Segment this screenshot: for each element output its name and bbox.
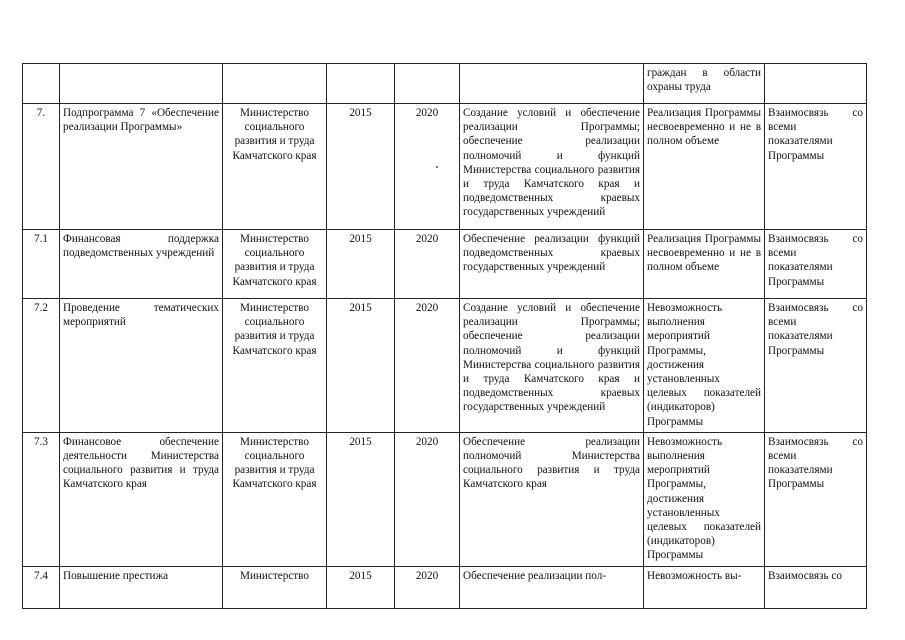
cell-end: 2020 xyxy=(395,432,460,566)
cell-result: Создание условий и обеспечение реализации Программы; обеспечение реализации полномочий и функций Министерства социального развития и труда Камчатского края и подведомственных краевых государственных учреждений xyxy=(460,104,644,230)
cell-risk: Реализация Программы несвоевременно и не в полном объеме xyxy=(644,230,765,299)
cell-result xyxy=(460,64,644,104)
cell-executor: Министерство социального развития и труда Камчатского края xyxy=(223,230,327,299)
cell-result: Обеспечение реализации пол- xyxy=(460,566,644,608)
cell-link: Взаимосвязь со всеми показателями Программы xyxy=(765,230,867,299)
cell-result: Создание условий и обеспечение реализации Программы; обеспечение реализации полномочий и функций Министерства социального развития и труда Камчатского края и подведомственных краевых государственных учреждений xyxy=(460,299,644,433)
cell-end: 2020 xyxy=(395,230,460,299)
cell-no xyxy=(23,64,60,104)
cell-start: 2015 xyxy=(327,432,395,566)
cell-name: Повышение престижа xyxy=(60,566,223,608)
cell-end xyxy=(395,64,460,104)
cell-result: Обеспечение реализации полномочий Министерства социального развития и труда Камчатского края xyxy=(460,432,644,566)
cell-end: 2020 xyxy=(395,566,460,608)
cell-name xyxy=(60,64,223,104)
cell-risk: Реализация Программы несвоевременно и не в полном объеме xyxy=(644,104,765,230)
cell-no: 7.4 xyxy=(23,566,60,608)
cell-link: Взаимосвязь со xyxy=(765,566,867,608)
cell-risk: Невозможность выполнения мероприятий Программы, достижения установленных целевых показателей (индикаторов) Программы xyxy=(644,299,765,433)
cell-link: Взаимосвязь со всеми показателями Программы xyxy=(765,104,867,230)
table-row xyxy=(23,104,867,230)
cell-start: 2015 xyxy=(327,104,395,230)
cell-executor xyxy=(223,64,327,104)
cell-end: 2020 xyxy=(395,104,460,230)
cell-executor: Министерство социального развития и труда Камчатского края xyxy=(223,432,327,566)
cell-result: Обеспечение реализации функций подведомственных краевых государственных учреждений xyxy=(460,230,644,299)
table-row xyxy=(23,299,867,433)
cell-no: 7.1 xyxy=(23,230,60,299)
cell-start: 2015 xyxy=(327,230,395,299)
cell-no: 7.3 xyxy=(23,432,60,566)
cell-name: Финансовая поддержка подведомственных учреждений xyxy=(60,230,223,299)
cell-executor: Министерство социального развития и труда Камчатского края xyxy=(223,299,327,433)
cell-no: 7.2 xyxy=(23,299,60,433)
cell-link xyxy=(765,64,867,104)
cell-link: Взаимосвязь со всеми показателями Программы xyxy=(765,299,867,433)
cell-end: 2020 xyxy=(395,299,460,433)
table-row xyxy=(23,230,867,299)
cell-risk: Невозможность выполнения мероприятий Программы, достижения установленных целевых показателей (индикаторов) Программы xyxy=(644,432,765,566)
cell-name: Проведение тематических мероприятий xyxy=(60,299,223,433)
cell-no: 7. xyxy=(23,104,60,230)
cell-name: Финансовое обеспечение деятельности Министерства социального развития и труда Камчатского края xyxy=(60,432,223,566)
cell-risk: граждан в области охраны труда xyxy=(644,64,765,104)
cell-start: 2015 xyxy=(327,566,395,608)
program-measures-table xyxy=(22,63,867,609)
cell-executor: Министерство xyxy=(223,566,327,608)
cell-start xyxy=(327,64,395,104)
cell-name: Подпрограмма 7 «Обеспечение реализации Программы» xyxy=(60,104,223,230)
table-row xyxy=(23,432,867,566)
cell-link: Взаимосвязь со всеми показателями Программы xyxy=(765,432,867,566)
cell-executor: Министерство социального развития и труда Камчатского края xyxy=(223,104,327,230)
cell-risk: Невозможность вы- xyxy=(644,566,765,608)
table-row-continuation xyxy=(23,64,867,104)
cell-start: 2015 xyxy=(327,299,395,433)
scan-speck xyxy=(436,166,438,168)
table-row xyxy=(23,566,867,608)
